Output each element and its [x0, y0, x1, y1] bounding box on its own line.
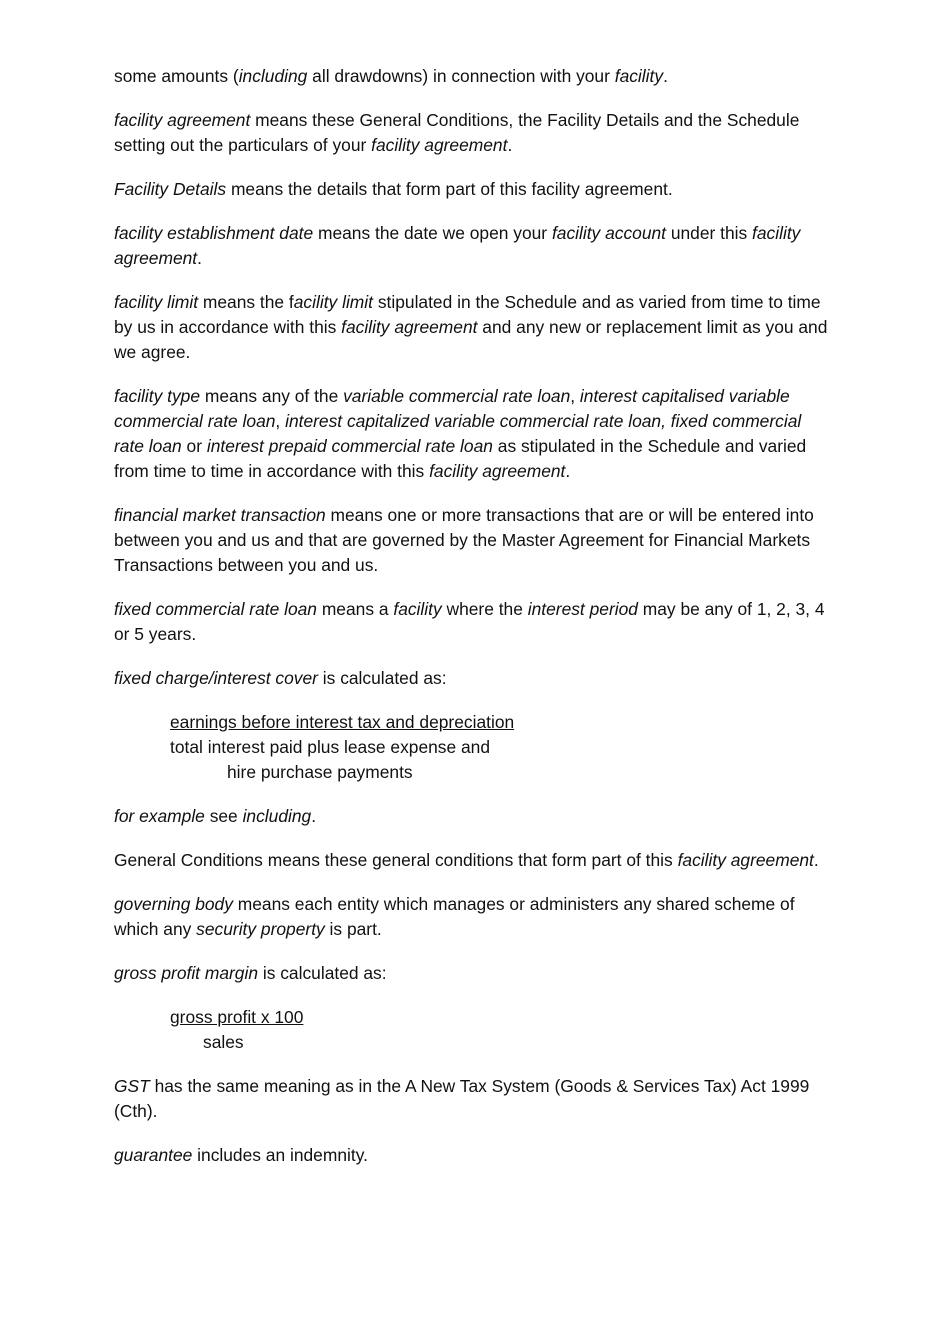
definition-fixed-commercial-rate-loan: fixed commercial rate loan means a facility where the interest period may be any of 1, 2, 3, 4 or 5 years.	[114, 599, 825, 644]
definition-facility-type: facility type means any of the variable commercial rate loan, interest capitalised variable commercial rate loan, interest capitalized variable commercial rate loan, fixed commercial rate loan or interest prepaid commercial rate loan as stipulated in the Schedule and varied from time to time in accordance with this facility agreement.	[114, 386, 807, 481]
formula-denominator: sales	[203, 1032, 244, 1052]
definition-gross-profit-margin: gross profit margin is calculated as:	[114, 963, 387, 983]
definition-governing-body: governing body means each entity which manages or administers any shared scheme of which any security property is part.	[114, 894, 795, 939]
formula-denominator: total interest paid plus lease expense and	[170, 737, 491, 757]
definition-facility-establishment-date: facility establishment date means the date we open your facility account under this facility agreement.	[114, 223, 801, 268]
definition-facility-limit: facility limit means the facility limit stipulated in the Schedule and as varied from time to time by us in accordance with this facility agreement and any new or replacement limit as you and we agree.	[114, 292, 828, 362]
definition-gst: GST has the same meaning as in the A New Tax System (Goods & Services Tax) Act 1999 (Cth).	[114, 1076, 810, 1121]
document-page	[114, 64, 834, 1187]
formula-gross-profit-margin	[170, 1005, 834, 1055]
definition-guarantee: guarantee includes an indemnity.	[114, 1145, 368, 1165]
definition-fixed-charge-interest-cover: fixed charge/interest cover is calculated as:	[114, 668, 447, 688]
definition-for-example: for example see including.	[114, 806, 317, 826]
formula-numerator: earnings before interest tax and depreciation	[170, 712, 515, 732]
definition-paragraph: some amounts (including all drawdowns) in connection with your facility.	[114, 66, 668, 86]
formula-numerator: gross profit x 100	[170, 1007, 304, 1027]
formula-fixed-charge-cover	[170, 710, 834, 785]
definition-facility-agreement: facility agreement means these General Conditions, the Facility Details and the Schedule setting out the particulars of your facility agreement.	[114, 110, 800, 155]
definition-financial-market-transaction: financial market transaction means one or more transactions that are or will be entered into between you and us and that are governed by the Master Agreement for Financial Markets Transactions between you and us.	[114, 505, 814, 575]
definition-facility-details: Facility Details means the details that form part of this facility agreement.	[114, 179, 673, 199]
formula-denominator-continued: hire purchase payments	[227, 762, 413, 782]
definition-general-conditions: General Conditions means these general conditions that form part of this facility agreement.	[114, 850, 819, 870]
